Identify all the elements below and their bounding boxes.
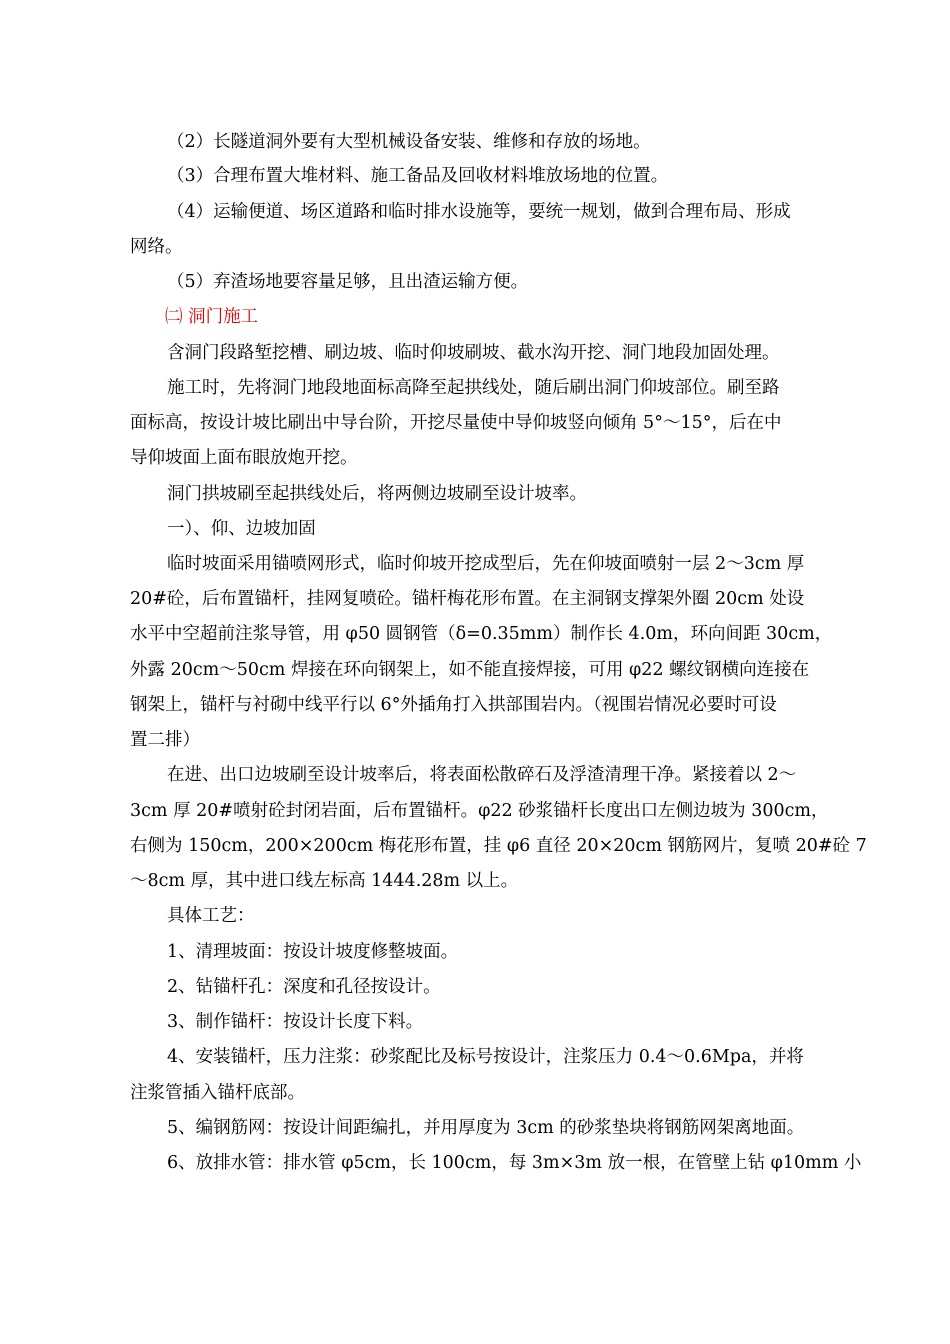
- paragraph-line: ～8cm 厚，其中进口线左标高 1444.28m 以上。: [130, 871, 519, 891]
- list-item: 4、安装锚杆，压力注浆：砂浆配比及标号按设计，注浆压力 0.4～0.6Mpa，并将: [167, 1047, 804, 1067]
- paragraph-line: 面标高，按设计坡比刷出中导台阶，开挖尽量使中导仰坡竖向倾角 5°～15°，后在中: [130, 413, 782, 433]
- paragraph-line: （5）弃渣场地要容量足够，且出渣运输方便。: [167, 272, 529, 292]
- list-item: 6、放排水管：排水管 φ5cm，长 100cm，每 3m×3m 放一根，在管壁上钻 φ10mm 小: [167, 1153, 862, 1173]
- paragraph-line: （3）合理布置大堆材料、施工备品及回收材料堆放场地的位置。: [167, 166, 669, 186]
- list-item: 2、钻锚杆孔：深度和孔径按设计。: [167, 977, 441, 997]
- paragraph-line: （4）运输便道、场区道路和临时排水设施等，要统一规划，做到合理布局、形成: [167, 202, 791, 222]
- paragraph-line: 施工时，先将洞门地段地面标高降至起拱线处，随后刷出洞门仰坡部位。刷至路: [167, 378, 780, 398]
- paragraph-line: 外露 20cm～50cm 焊接在环向钢架上，如不能直接焊接，可用 φ22 螺纹钢横向连接在: [130, 660, 810, 680]
- paragraph-line: 水平中空超前注浆导管，用 φ50 圆钢管（δ=0.35mm）制作长 4.0m，环向间距 30cm，: [130, 624, 833, 644]
- list-item: 1、清理坡面：按设计坡度修整坡面。: [167, 942, 459, 962]
- subsection-heading: 一）、仰、边坡加固: [167, 519, 316, 539]
- paragraph-line: 右侧为 150cm，200×200cm 梅花形布置，挂 φ6 直径 20×20cm 钢筋网片，复喷 20#砼 7: [130, 836, 867, 856]
- paragraph-line: 在进、出口边坡刷至设计坡率后，将表面松散碎石及浮渣清理干净。紧接着以 2～: [167, 765, 797, 785]
- paragraph-line: 网络。: [130, 237, 183, 257]
- list-item: 5、编钢筋网：按设计间距编扎，并用厚度为 3cm 的砂浆垫块将钢筋网架离地面。: [167, 1118, 805, 1138]
- paragraph-line: （2）长隧道洞外要有大型机械设备安装、维修和存放的场地。: [167, 132, 651, 152]
- paragraph-line: 临时坡面采用锚喷网形式，临时仰坡开挖成型后，先在仰坡面喷射一层 2～3cm 厚: [167, 554, 805, 574]
- paragraph-line: 置二排）: [130, 730, 200, 750]
- list-item: 注浆管插入锚杆底部。: [130, 1083, 305, 1103]
- paragraph-line: 含洞门段路堑挖槽、刷边坡、临时仰坡刷坡、截水沟开挖、洞门地段加固处理。: [167, 343, 780, 363]
- paragraph-line: 钢架上，锚杆与衬砌中线平行以 6°外插角打入拱部围岩内。（视围岩情况必要时可设: [130, 695, 777, 715]
- paragraph-line: 20#砼，后布置锚杆，挂网复喷砼。锚杆梅花形布置。在主洞钢支撑架外圈 20cm 处设: [130, 589, 805, 609]
- paragraph-line: 3cm 厚 20#喷射砼封闭岩面，后布置锚杆。φ22 砂浆锚杆长度出口左侧边坡为 300cm，: [130, 801, 829, 821]
- section-heading: ㈡ 洞门施工: [165, 307, 259, 327]
- paragraph-line: 导仰坡面上面布眼放炮开挖。: [130, 448, 358, 468]
- paragraph-line: 具体工艺：: [167, 906, 255, 926]
- paragraph-line: 洞门拱坡刷至起拱线处后，将两侧边坡刷至设计坡率。: [167, 484, 587, 504]
- list-item: 3、制作锚杆：按设计长度下料。: [167, 1012, 424, 1032]
